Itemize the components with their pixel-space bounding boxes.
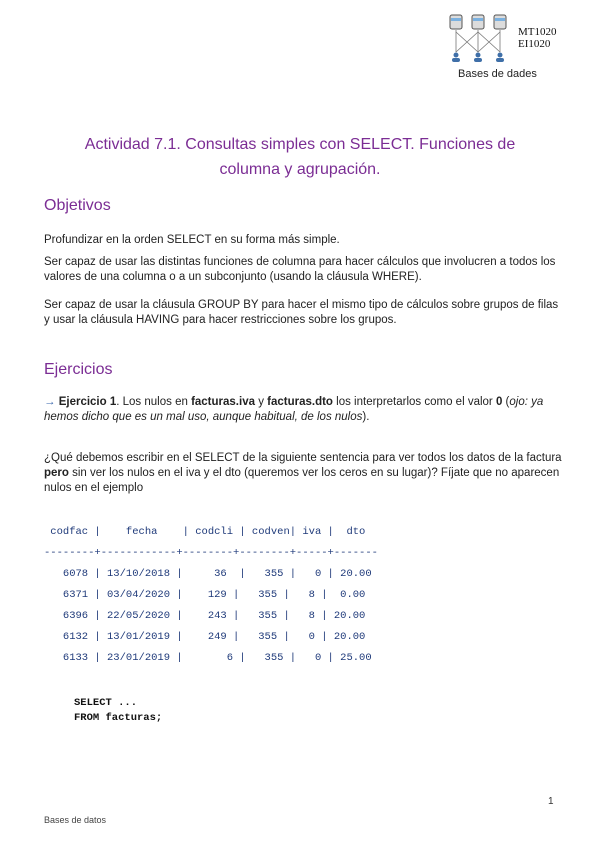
sql-code-block — [74, 696, 162, 726]
logo-caption: Bases de dades — [458, 68, 537, 80]
title-line-2: columna y agrupación. — [219, 161, 381, 178]
page-title — [40, 132, 560, 182]
objetivos-paragraph-2: Ser capaz de usar las distintas funciones de columna para hacer cálculos que involucren a todos los valores de una columna o a un subconjunto (usando la cláusula WHERE). — [44, 256, 556, 283]
objetivos-paragraph-1: Profundizar en la orden SELECT en su forma más simple. — [44, 234, 340, 246]
result-table-separator: --------+------------+--------+--------+-----+------- — [44, 547, 378, 559]
page-number: 1 — [548, 796, 554, 807]
table-row: 6078 | 13/10/2018 | 36 | 355 | 0 | 20.00 — [44, 568, 372, 580]
exercise-1-statement: → Ejercicio 1. Los nulos en facturas.iva y facturas.dto los interpretarlos como el valor 0 (ojo: ya hemos dicho que es un mal uso, aunque habitual, de los nulos). — [44, 396, 544, 423]
exercise-1-label: Ejercicio 1 — [58, 396, 117, 408]
course-code-1: MT1020 — [518, 26, 557, 38]
table-row: 6133 | 23/01/2019 | 6 | 355 | 0 | 25.00 — [44, 652, 372, 664]
exercise-1-question: ¿Qué debemos escribir en el SELECT de la siguiente sentencia para ver todos los datos de la factura pero sin ver los nulos en el iva y el dto (queremos ver los ceros en su lugar)? Fíjate que no aparecen nulos en el ejemplo — [44, 452, 562, 494]
result-table-header: codfac | fecha | codcli | codven| iva | dto — [44, 526, 366, 538]
title-line-1: Actividad 7.1. Consultas simples con SELECT. Funciones de — [84, 136, 516, 153]
page-footer: Bases de datos — [44, 815, 107, 825]
objetivos-heading: Objetivos — [44, 197, 111, 214]
database-network-icon — [446, 12, 516, 68]
course-codes — [518, 26, 557, 50]
objetivos-paragraph-3: Ser capaz de usar la cláusula GROUP BY para hacer el mismo tipo de cálculos sobre grupos de filas y usar la cláusula HAVING para hacer restricciones sobre los grupos. — [44, 299, 559, 326]
ejercicios-heading: Ejercicios — [44, 361, 113, 378]
course-code-2: EI1020 — [518, 38, 551, 50]
arrow-icon: → — [44, 396, 56, 408]
table-row: 6396 | 22/05/2020 | 243 | 355 | 8 | 20.00 — [44, 610, 366, 622]
table-row: 6132 | 13/01/2019 | 249 | 355 | 0 | 20.00 — [44, 631, 366, 643]
sql-line-1: SELECT ... — [74, 697, 138, 709]
table-row: 6371 | 03/04/2020 | 129 | 355 | 8 | 0.00 — [44, 589, 366, 601]
sql-line-2: FROM facturas; — [74, 712, 163, 724]
